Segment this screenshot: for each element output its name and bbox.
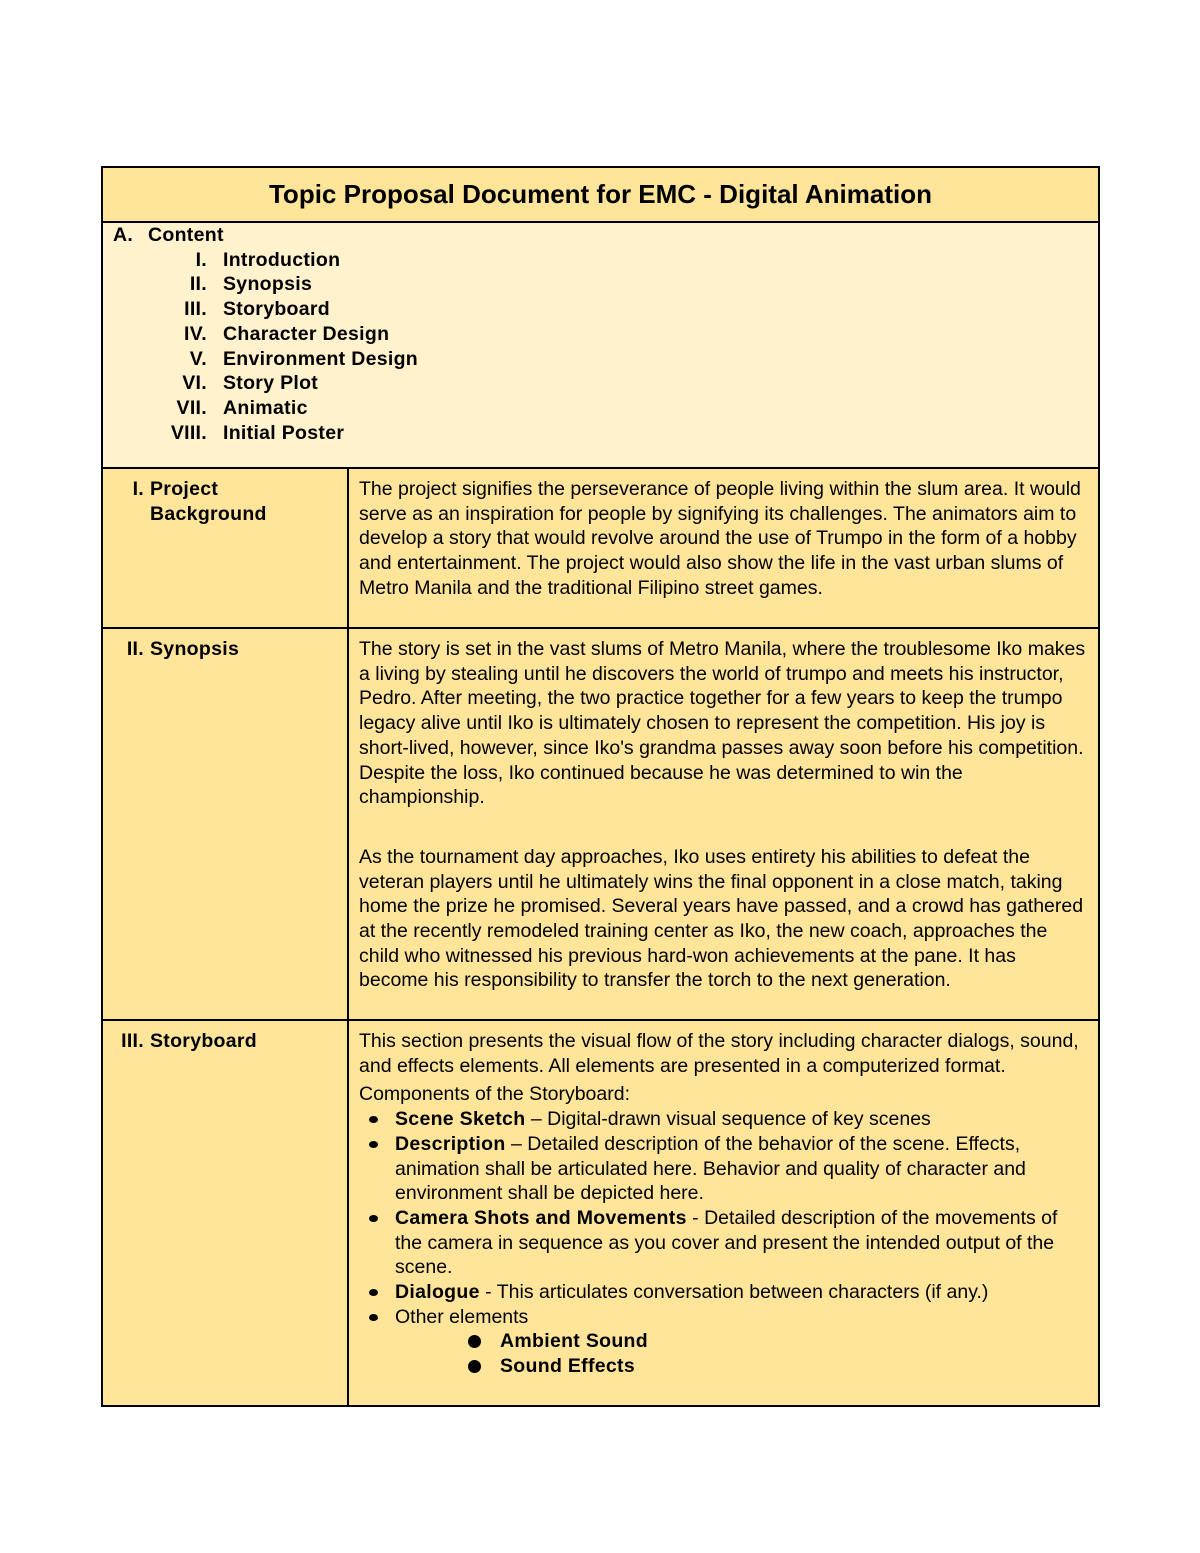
contents-item-label: Synopsis <box>223 273 313 296</box>
contents-item <box>113 248 1098 273</box>
synopsis-num: II. <box>126 638 144 660</box>
component-desc: Digital-drawn visual sequence of key scenes <box>547 1108 931 1131</box>
components-list <box>359 1107 1088 1329</box>
component-item <box>359 1206 1088 1280</box>
background-section <box>103 469 1098 629</box>
background-body <box>349 469 1098 627</box>
document-title: Topic Proposal Document for EMC - Digital Animation <box>103 168 1098 223</box>
contents-item-num: VIII. <box>170 421 207 444</box>
bullet-icon <box>369 1141 378 1148</box>
component-sep: - <box>686 1206 705 1229</box>
contents-item-num: I. <box>195 248 207 271</box>
component-term: Dialogue <box>395 1281 480 1304</box>
synopsis-label-text: Synopsis <box>150 638 240 660</box>
contents-item-label: Character Design <box>223 322 390 345</box>
contents-item <box>113 371 1098 396</box>
bullet-icon <box>369 1314 378 1321</box>
bullet-icon <box>468 1360 481 1373</box>
contents-item-num: II. <box>189 273 207 296</box>
component-sep: – <box>525 1108 548 1131</box>
contents-item-num: III. <box>184 298 207 321</box>
synopsis-section <box>103 629 1098 1021</box>
contents-item-num: IV. <box>184 322 207 345</box>
other-elements-list <box>359 1329 1088 1378</box>
component-desc: This articulates conversation between characters (if any.) <box>496 1281 989 1304</box>
contents-item-label: Initial Poster <box>223 421 345 444</box>
contents-item-num: V. <box>189 347 207 370</box>
component-term: Scene Sketch <box>395 1108 526 1131</box>
contents-item-label: Introduction <box>223 248 341 271</box>
synopsis-label <box>103 629 349 1019</box>
storyboard-label-text: Storyboard <box>150 1030 258 1052</box>
component-term: Description <box>395 1132 506 1155</box>
contents-item-num: VII. <box>176 396 207 419</box>
contents-heading-label: Content <box>148 224 224 246</box>
bullet-icon <box>369 1116 378 1123</box>
contents-item-num: VI. <box>182 372 207 395</box>
synopsis-paragraph-1: The story is set in the vast slums of Metro Manila, where the troublesome Iko makes a living by stealing until he discovers the world of trumpo and meets his instructor, Pedro. After meeting, the two practice together for a few years to keep the trumpo legacy alive until Iko is ultimately chosen to represent the competition. His joy is short-lived, however, since Iko's grandma passes away soon before his competition. Despite the loss, Iko continued because he was determined to win the championship. <box>359 638 1086 809</box>
contents-item-label: Environment Design <box>223 347 419 370</box>
other-element-label: Sound Effects <box>500 1355 635 1378</box>
contents-item <box>113 297 1098 322</box>
storyboard-label <box>103 1021 349 1405</box>
contents-item <box>113 272 1098 297</box>
contents-item <box>113 421 1098 446</box>
background-label <box>103 469 349 627</box>
storyboard-section <box>103 1021 1098 1405</box>
contents-item-label: Animatic <box>223 396 308 419</box>
other-element-label: Ambient Sound <box>500 1330 648 1353</box>
component-item <box>359 1280 1088 1305</box>
contents-item <box>113 322 1098 347</box>
synopsis-paragraph-2: As the tournament day approaches, Iko uses entirety his abilities to defeat the veteran players until he ultimately wins the final opponent in a close match, taking home the prize he promised. Several years have passed, and a crowd has gathered at the recently remodeled training center as Iko, the new coach, approaches the child who witnessed his previous hard-won achievements at the pane. It has become his responsibility to transfer the torch to the next generation. <box>359 845 1084 992</box>
component-item <box>359 1305 1088 1330</box>
component-desc: Detailed description of the behavior of the scene. Effects, animation shall be articulated here. Behavior and quality of character and environment shall be depicted here. <box>395 1132 1026 1205</box>
contents-section <box>103 223 1098 469</box>
component-sep: - <box>479 1281 497 1304</box>
background-num: I. <box>132 478 144 500</box>
other-element-item <box>359 1329 1088 1354</box>
storyboard-intro: This section presents the visual flow of the story including character dialogs, sound, and effects elements. All elements are presented in a computerized format. <box>359 1030 1079 1077</box>
component-desc: Detailed description of the movements of the camera in sequence as you cover and present the intended output of the scene. <box>395 1206 1058 1279</box>
component-item <box>359 1132 1088 1206</box>
component-sep: – <box>505 1132 528 1155</box>
component-item <box>359 1107 1088 1132</box>
bullet-icon <box>468 1335 481 1348</box>
contents-item <box>113 347 1098 372</box>
synopsis-body <box>349 629 1098 1019</box>
bullet-icon <box>369 1215 378 1222</box>
background-label-line2: Background <box>150 502 267 525</box>
storyboard-body <box>349 1021 1098 1405</box>
contents-letter: A. <box>113 224 134 246</box>
contents-item <box>113 396 1098 421</box>
component-desc: Other elements <box>395 1305 529 1328</box>
contents-item-label: Story Plot <box>223 372 319 395</box>
proposal-table <box>101 166 1100 1407</box>
storyboard-num: III. <box>121 1030 144 1052</box>
component-term: Camera Shots and Movements <box>395 1206 687 1229</box>
components-heading: Components of the Storyboard: <box>359 1083 630 1106</box>
other-element-item <box>359 1354 1088 1379</box>
background-label-line1: Project <box>150 478 219 500</box>
contents-item-label: Storyboard <box>223 298 331 321</box>
bullet-icon <box>369 1289 378 1296</box>
contents-list <box>113 248 1098 446</box>
background-text: The project signifies the perseverance of people living within the slum area. It would serve as an inspiration for people by signifying its challenges. The animators aim to develop a story that would revolve around the use of Trumpo in the form of a hobby and entertainment. The project would also show the life in the vast urban slums of Metro Manila and the traditional Filipino street games. <box>359 478 1081 599</box>
contents-heading <box>113 223 1098 248</box>
